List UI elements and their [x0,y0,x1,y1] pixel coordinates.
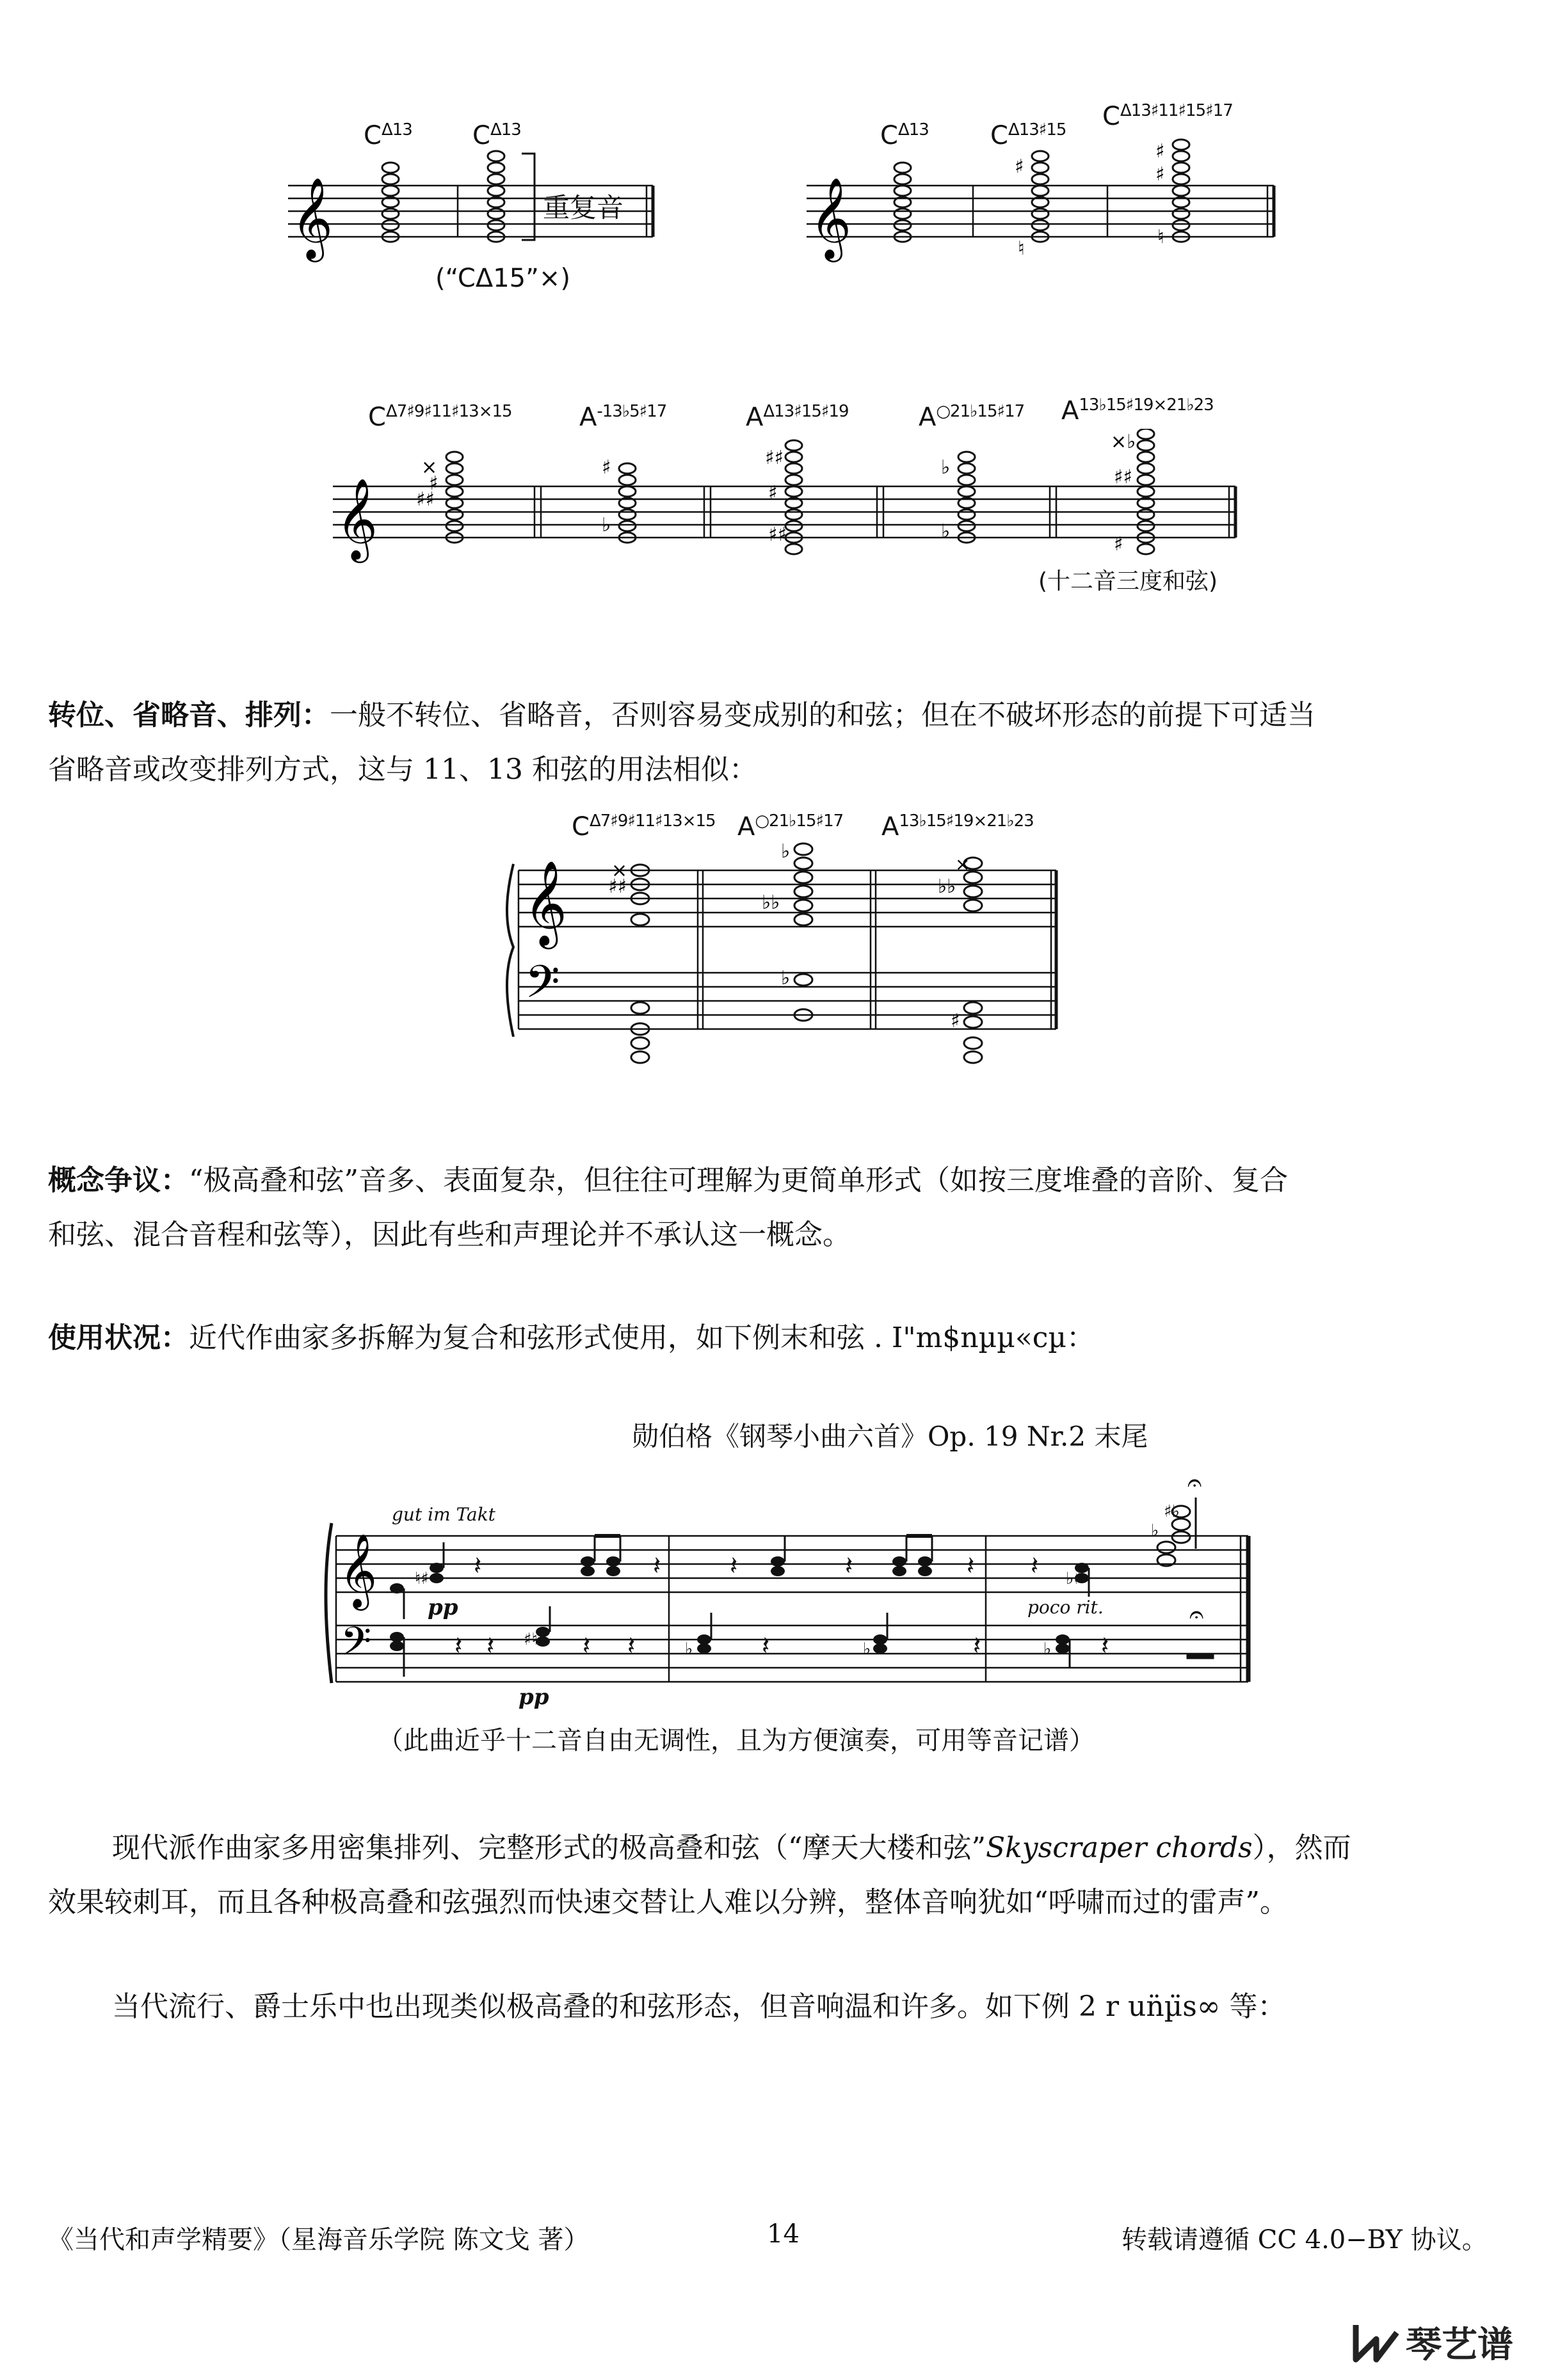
chord-symbol: $C^{\Delta 7♯9♯11♯13\times 15}$ [572,811,716,842]
svg-text:♭: ♭ [781,840,791,863]
svg-text:♭♭: ♭♭ [762,891,780,914]
paragraph-inversion: 转位、省略音、排列：一般不转位、省略音，否则容易变成别的和弦；但在不破坏形态的前提下可适当 省略音或改变排列方式，这与 11、13 和弦的用法相似： [48,699,1315,786]
chord-symbol: $A^{13♭15♯19\times 21♭23}$ [881,811,1034,842]
svg-text:𝄞: 𝄞 [339,1533,378,1608]
svg-text:𝄽: 𝄽 [454,1631,463,1661]
page-number: 14 [767,2219,800,2249]
svg-text:♯: ♯ [1114,533,1123,555]
svg-text:𝄽: 𝄽 [627,1631,636,1661]
svg-text:𝄽: 𝄽 [653,1551,661,1581]
svg-text:𝄢: 𝄢 [341,1618,372,1674]
score-title: 勋伯格《钢琴小曲六首》Op. 19 Nr.2 末尾 [632,1421,1148,1452]
staff-example-top-right [800,134,1287,275]
tempo-marking: poco rit. [1027,1597,1104,1618]
svg-text:♮: ♮ [1018,237,1025,260]
repeat-note-label: 重复音 [543,192,624,223]
svg-text:♯♯: ♯♯ [416,488,435,511]
svg-text:♯♯: ♯♯ [1114,466,1133,488]
chord-symbol: $C^{\Delta 13}$ [880,120,929,150]
chord-symbol: $C^{\Delta 13♯15}$ [990,120,1066,150]
tempo-marking: gut im Takt [392,1504,495,1525]
svg-text:𝄽: 𝄽 [474,1551,482,1581]
svg-text:♯: ♯ [951,1010,960,1032]
footer-book-title: 《当代和声学精要》（星海音乐学院 陈文戈 著） [48,2225,590,2255]
chord-symbol: $C^{\Delta 7♯9♯11♯13\times 15}$ [368,402,512,432]
paragraph-controversy: 概念争议：“极高叠和弦”音多、表面复杂，但往往可理解为更简单形式（如按三度堆叠的音阶、复合 和弦、混合音程和弦等），因此有些和声理论并不承认这一概念。 [48,1164,1288,1251]
grand-staff-example [499,838,1063,1069]
svg-text:𝄽: 𝄽 [1101,1631,1109,1661]
svg-text:♭: ♭ [941,456,951,479]
chord-symbol: $C^{\Delta 13}$ [472,120,521,150]
svg-text:𝄐: 𝄐 [1187,1472,1202,1497]
chord-symbol: $A^{○21♭15♯17}$ [919,402,1025,432]
chord-symbol: $A^{\Delta 13♯15♯19}$ [746,402,849,432]
svg-text:♯♮: ♯♮ [524,1630,538,1649]
svg-text:𝄽: 𝄽 [730,1551,738,1581]
svg-text:♯: ♯ [1155,163,1165,186]
svg-text:𝄐: 𝄐 [1189,1600,1204,1629]
svg-text:𝄽: 𝄽 [1031,1551,1039,1581]
svg-text:♯♯: ♯♯ [768,523,787,546]
paragraph-usage: 使用状况：近代作曲家多拆解为复合和弦形式使用，如下例末和弦 . I"m$nµµ«cµ： [48,1322,1095,1354]
chord-symbol: $C^{\Delta 13♯11♯15♯17}$ [1102,101,1233,131]
svg-text:♯♯: ♯♯ [608,875,627,898]
svg-text:♭: ♭ [863,1640,871,1659]
svg-text:𝄽: 𝄽 [486,1631,495,1661]
staff-example-middle [326,429,1248,576]
svg-text:×♭: ×♭ [1111,431,1136,453]
chord-symbol: $A^{-13♭5♯17}$ [579,402,667,432]
svg-text:♭: ♭ [1151,1521,1159,1540]
svg-text:×: × [955,854,970,875]
svg-text:♭♯: ♭♯ [1066,1569,1082,1588]
watermark-logo: 琴艺谱 [1351,2317,1513,2368]
footer-license: 转载请遵循 CC 4.0−BY 协议。 [1122,2225,1488,2255]
svg-text:♭: ♭ [941,520,951,543]
svg-text:♭: ♭ [685,1640,693,1659]
svg-text:𝄞: 𝄞 [291,177,334,259]
paragraph-pop-jazz: 当代流行、爵士乐中也出现类似极高叠的和弦形态，但音响温和许多。如下例 2 r un̈µ̈s∞ 等： [112,1990,1286,2023]
svg-text:𝄽: 𝄽 [583,1631,591,1661]
svg-text:♯♭: ♯♭ [1164,1502,1180,1521]
svg-text:𝄽: 𝄽 [967,1551,975,1581]
twelve-tone-note: (十二音三度和弦) [1038,568,1218,595]
chord-symbol: $A^{13♭15♯19\times 21♭23}$ [1061,395,1214,426]
svg-text:𝄽: 𝄽 [762,1631,770,1661]
dynamic-marking: pp [519,1684,549,1710]
svg-text:♯: ♯ [1155,140,1165,163]
svg-text:♯: ♯ [602,456,611,479]
wrong-chord-note: (“CΔ15”×) [435,264,570,293]
svg-text:𝄢: 𝄢 [525,956,560,1019]
svg-text:𝄞: 𝄞 [810,177,852,259]
svg-text:×: × [421,456,438,479]
logo-icon [1351,2320,1402,2365]
chord-symbol: $C^{\Delta 13}$ [364,120,412,150]
svg-text:♭: ♭ [781,967,791,989]
svg-text:𝄞: 𝄞 [336,477,378,559]
svg-text:𝄞: 𝄞 [524,860,567,946]
svg-text:♮: ♮ [1157,226,1164,248]
svg-text:♭: ♭ [602,514,611,536]
svg-text:♯: ♯ [429,472,438,495]
svg-text:♯♯: ♯♯ [765,447,784,469]
svg-text:♭♭: ♭♭ [938,875,956,898]
svg-text:♮♯: ♮♯ [415,1569,429,1588]
svg-text:×: × [611,859,628,882]
dynamic-marking: pp [428,1595,458,1620]
score-caption: （此曲近乎十二音自由无调性，且为方便演奏，可用等音记谱） [378,1726,1095,1755]
svg-text:𝄽: 𝄽 [845,1551,853,1581]
chord-symbol: $A^{○21♭15♯17}$ [737,811,844,842]
svg-text:♯: ♯ [1015,156,1024,178]
svg-text:♭: ♭ [1043,1640,1052,1659]
svg-text:♯: ♯ [768,482,778,504]
paragraph-skyscraper: 现代派作曲家多用密集排列、完整形式的极高叠和弦（“摩天大楼和弦”Skyscraper chords），然而 效果较刺耳，而且各种极高叠和弦强烈而快速交替让人难以分辨，整体音响犹如“呼啸而过的雷声”。 [48,1832,1351,1919]
svg-text:𝄽: 𝄽 [973,1631,981,1661]
